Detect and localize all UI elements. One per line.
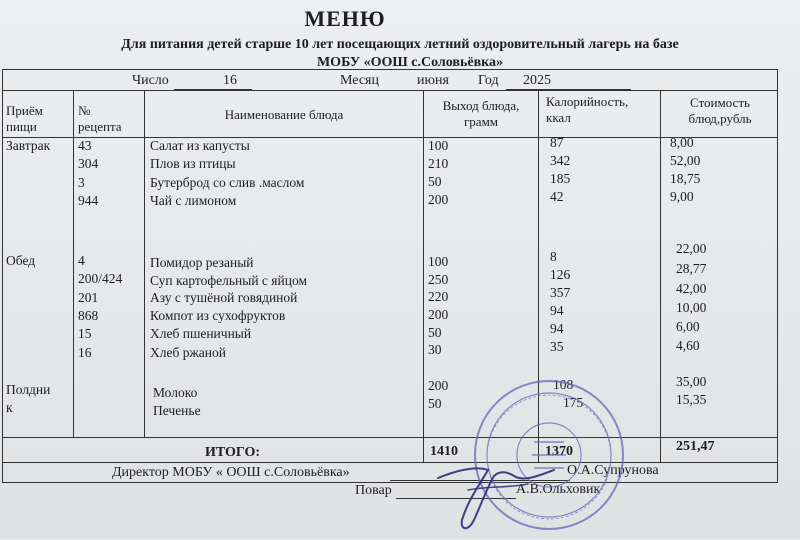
dish-weight: 200 [428, 192, 449, 207]
recipe-number: 4 [78, 253, 85, 268]
dish-name: Азу с тушёной говядиной [150, 290, 298, 305]
cook-label: Повар [355, 483, 392, 498]
totals-row-top-divider [2, 437, 778, 438]
dish-weight: 210 [428, 156, 449, 171]
header-calories: Калорийность, ккал [546, 94, 629, 125]
dish-weight: 50 [428, 396, 442, 411]
dish-calories: 108 [553, 377, 574, 392]
meal-label-lunch: Обед [6, 253, 36, 268]
dish-calories: 357 [550, 285, 571, 300]
totals-calories: 1370 [545, 444, 573, 459]
dish-weight: 250 [428, 272, 449, 287]
cook-name: А.В.Ольховик [516, 482, 601, 497]
day-underline [174, 89, 252, 90]
dish-name: Компот из сухофруктов [150, 308, 286, 323]
signature-mark [428, 440, 568, 540]
dish-cost: 9,00 [670, 189, 694, 204]
dish-cost: 8,00 [670, 135, 694, 150]
dish-calories: 87 [550, 135, 564, 150]
dish-calories: 94 [550, 321, 564, 336]
header-row-divider [2, 137, 778, 138]
dish-calories: 94 [550, 303, 564, 318]
dish-name: Молоко [153, 385, 198, 400]
dish-cost: 28,77 [676, 261, 707, 276]
meal-label-snack: Полдни к [6, 382, 51, 415]
column-divider-recipe [144, 90, 145, 437]
column-divider-calories [660, 90, 661, 462]
dish-name: Плов из птицы [150, 156, 236, 171]
recipe-number: 944 [78, 193, 99, 208]
recipe-number: 201 [78, 290, 99, 305]
dish-name: Хлеб ржаной [150, 345, 226, 360]
dish-cost: 42,00 [676, 281, 707, 296]
recipe-number: 304 [78, 156, 99, 171]
dish-name: Чай с лимоном [150, 193, 237, 208]
director-name: О.А.Супрунова [567, 463, 659, 478]
recipe-number: 15 [78, 326, 92, 341]
totals-cost: 251,47 [676, 439, 715, 454]
totals-row-bottom-divider [2, 462, 778, 463]
dish-weight: 30 [428, 342, 442, 357]
totals-label: ИТОГО: [205, 445, 261, 460]
dish-cost: 18,75 [670, 171, 701, 186]
recipe-number: 868 [78, 308, 99, 323]
header-cost: Стоимость блюд,рубль [688, 95, 752, 126]
month-value: июня [417, 73, 449, 88]
dish-calories: 8 [550, 249, 557, 264]
dish-weight: 100 [428, 254, 449, 269]
dish-calories: 35 [550, 339, 564, 354]
dish-name: Суп картофельный с яйцом [150, 273, 307, 288]
month-label: Месяц [340, 73, 379, 88]
dish-cost: 52,00 [670, 153, 701, 168]
dish-cost: 15,35 [676, 392, 707, 407]
school-name: МОБУ «ООШ с.Соловьёвка» [316, 55, 504, 70]
dish-name: Салат из капусты [150, 138, 250, 153]
dish-cost: 4,60 [676, 338, 700, 353]
year-value: 2025 [523, 73, 551, 88]
dish-weight: 220 [428, 289, 449, 304]
dish-calories: 42 [550, 189, 564, 204]
date-row-divider [2, 90, 778, 91]
dish-cost: 22,00 [676, 241, 707, 256]
column-divider-meal [73, 90, 74, 437]
dish-weight: 100 [428, 138, 449, 153]
dish-weight: 200 [428, 307, 449, 322]
header-meal: Приём пищи [6, 103, 43, 134]
header-recipe: № рецепта [78, 103, 122, 134]
dish-weight: 50 [428, 325, 442, 340]
recipe-number: 200/424 [78, 271, 123, 286]
day-label: Число [132, 73, 169, 88]
dish-cost: 10,00 [676, 300, 707, 315]
dish-name: Бутерброд со слив .маслом [150, 175, 305, 190]
dish-weight: 200 [428, 378, 449, 393]
dish-calories: 126 [550, 267, 571, 282]
totals-weight: 1410 [430, 444, 458, 459]
dish-calories: 175 [563, 395, 584, 410]
dish-cost: 6,00 [676, 319, 700, 334]
director-label: Директор МОБУ « ООШ с.Соловьёвка» [112, 465, 350, 480]
dish-calories: 185 [550, 171, 571, 186]
year-label: Год [478, 73, 499, 88]
dish-calories: 342 [550, 153, 571, 168]
recipe-number: 16 [78, 345, 92, 360]
recipe-number: 43 [78, 138, 92, 153]
meal-label-breakfast: Завтрак [6, 138, 51, 153]
dish-name: Хлеб пшеничный [150, 326, 252, 341]
dish-name: Помидор резаный [150, 255, 254, 270]
dish-cost: 35,00 [676, 374, 707, 389]
header-weight: Выход блюда, грамм [442, 98, 520, 129]
dish-name: Печенье [153, 403, 201, 418]
column-divider-dish [423, 90, 424, 462]
recipe-number: 3 [78, 175, 85, 190]
day-value: 16 [223, 73, 237, 88]
dish-weight: 50 [428, 174, 442, 189]
document-title: МЕНЮ [304, 6, 386, 31]
document-subtitle: Для питания детей старше 10 лет посещающих летний оздоровительный лагерь на базе [121, 37, 679, 52]
header-dish: Наименование блюда [224, 107, 344, 122]
year-underline [506, 89, 631, 90]
